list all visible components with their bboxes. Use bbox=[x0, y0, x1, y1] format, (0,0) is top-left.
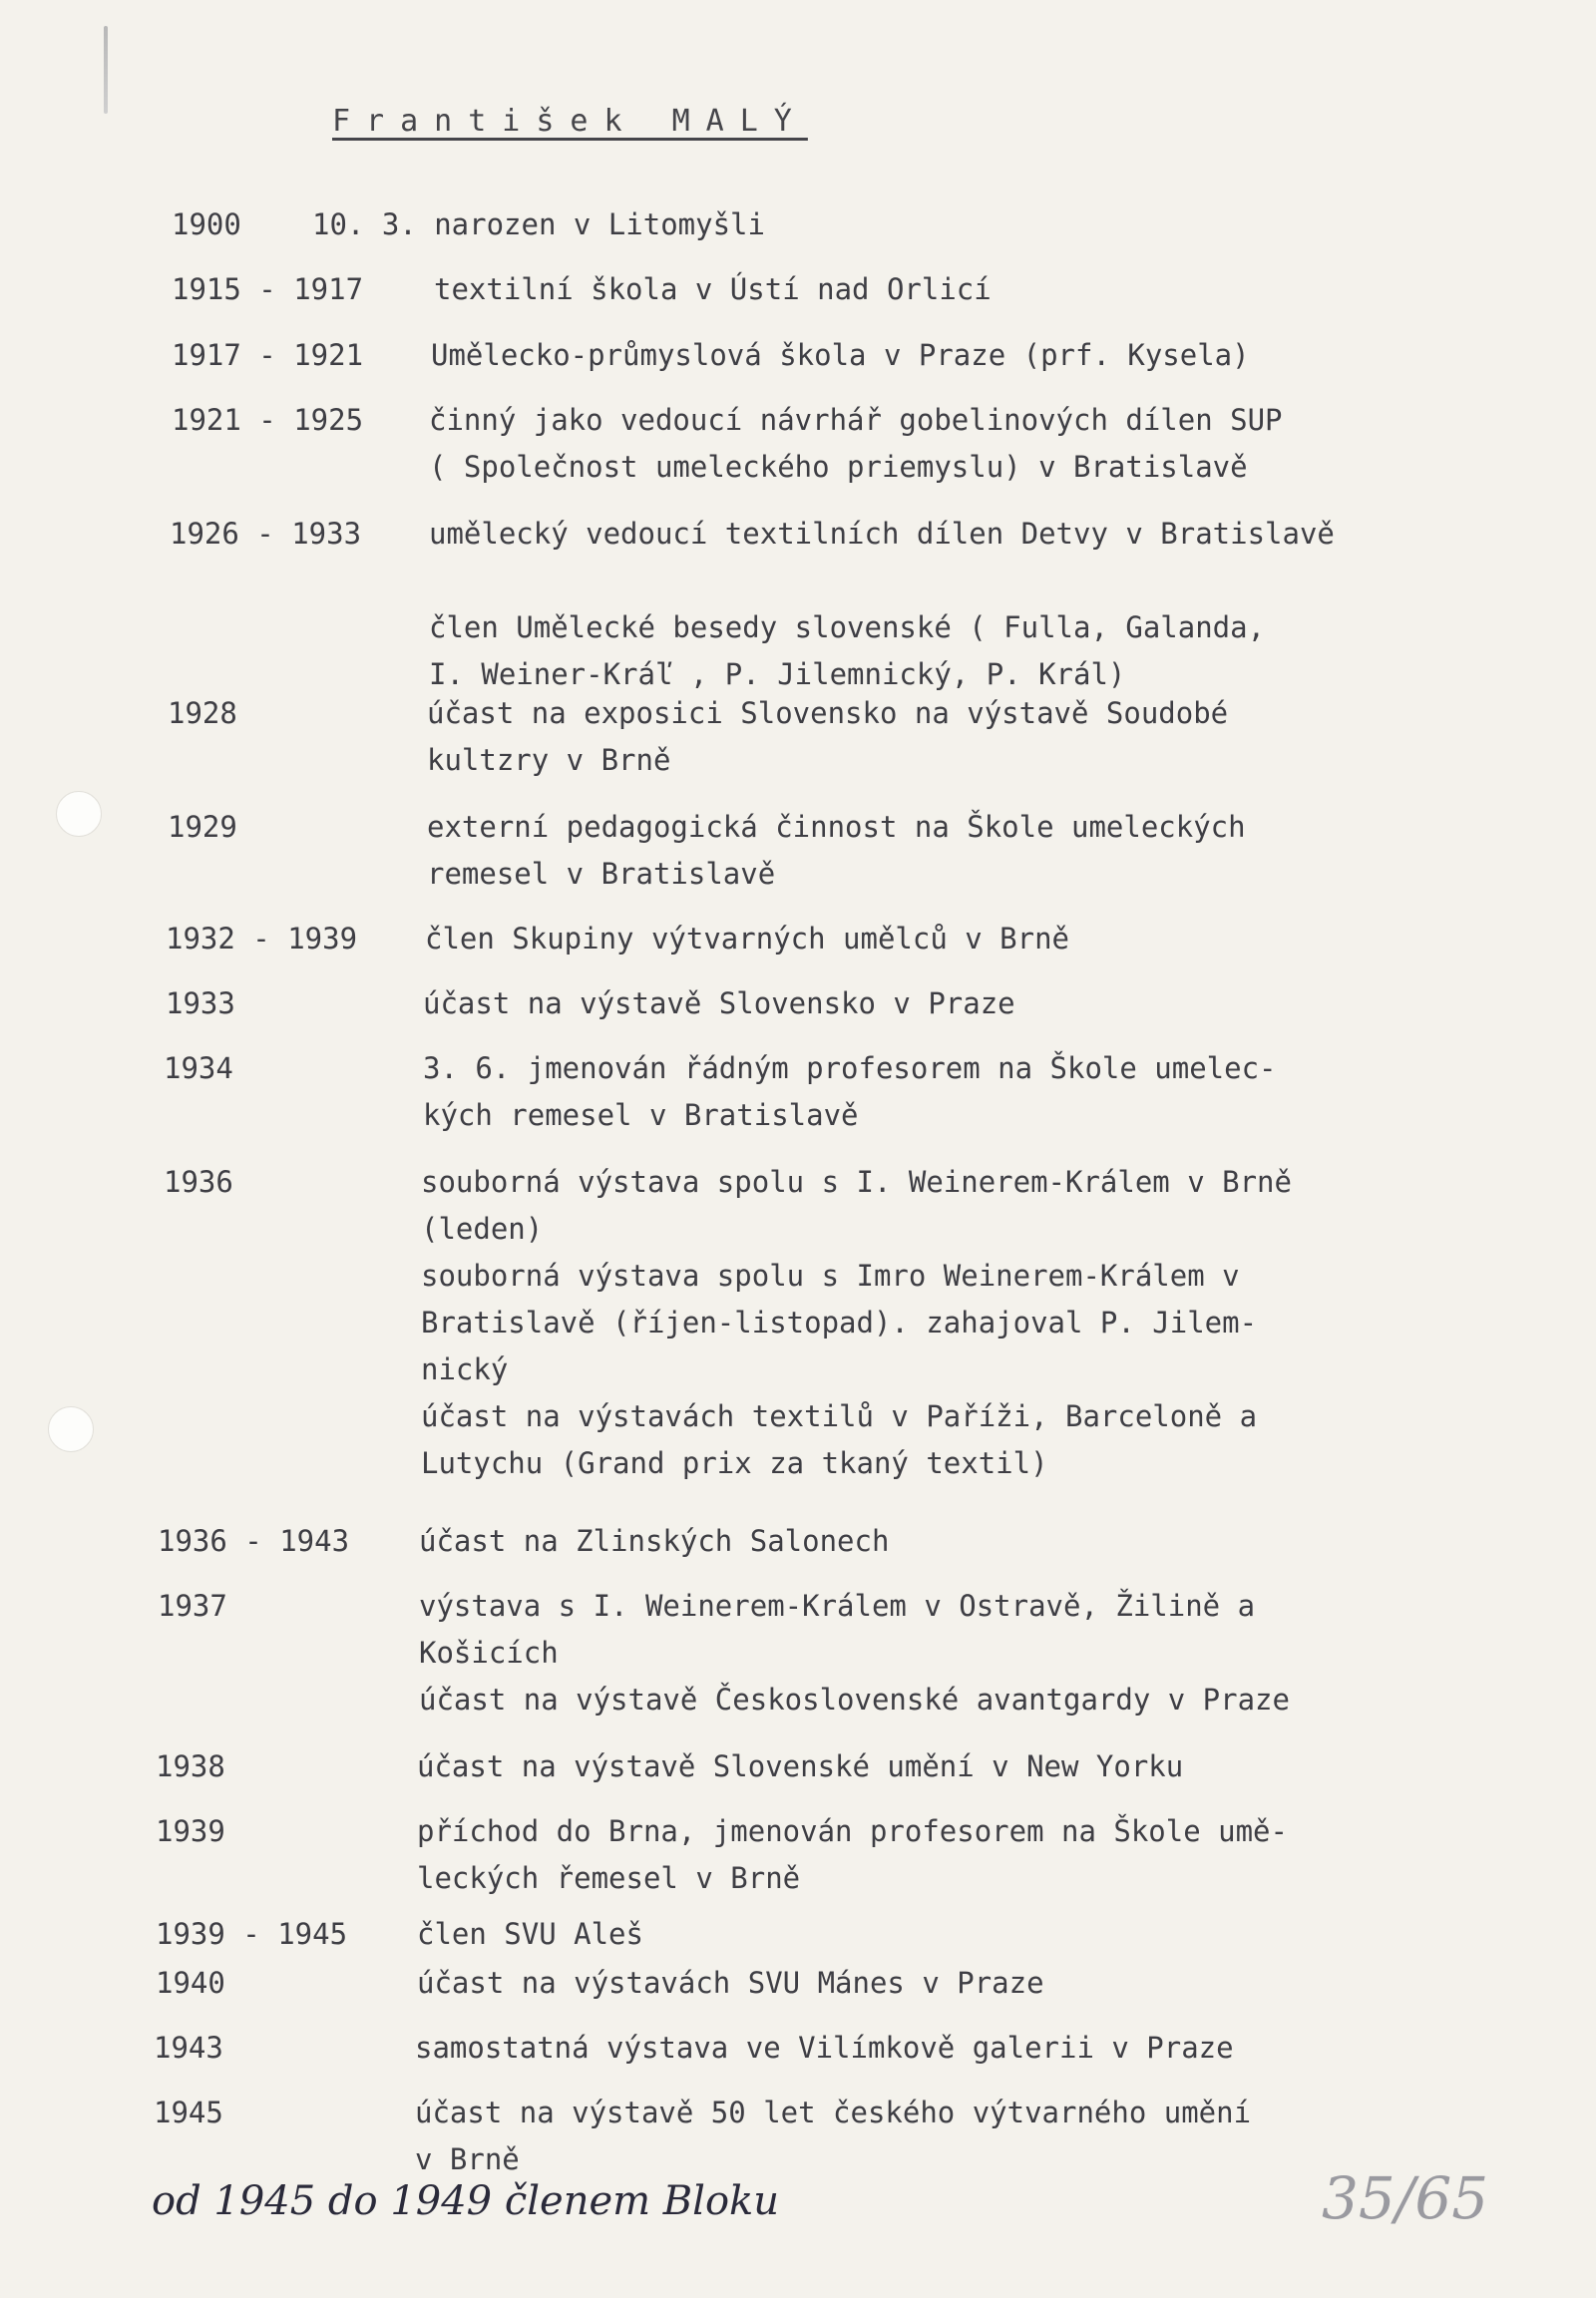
entry-description: účast na výstavě Slovensko v Praze bbox=[423, 986, 1015, 1020]
entry-year: 1939 bbox=[156, 1814, 225, 1848]
margin-mark bbox=[104, 26, 108, 114]
handwritten-note: od 1945 do 1949 členem Bloku bbox=[152, 2178, 780, 2224]
entry-year: 1939 - 1945 bbox=[156, 1917, 348, 1951]
entry-year: 1934 bbox=[164, 1051, 233, 1085]
document-title: František MALÝ bbox=[332, 104, 808, 139]
entry-year: 1929 bbox=[168, 810, 237, 844]
entry-description: 10. 3. narozen v Litomyšli bbox=[312, 207, 765, 241]
entry-year: 1926 - 1933 bbox=[170, 517, 362, 551]
entry-year: 1943 bbox=[154, 2031, 223, 2065]
entry-year: 1936 - 1943 bbox=[158, 1524, 350, 1558]
entry-description: 3. 6. jmenován řádným profesorem na Škole umelec- kých remesel v Bratislavě bbox=[423, 1051, 1277, 1132]
entry-description: externí pedagogická činnost na Škole umeleckých remesel v Bratislavě bbox=[427, 810, 1246, 891]
page-number: 35/65 bbox=[1322, 2164, 1489, 2232]
entry-year: 1928 bbox=[168, 696, 237, 730]
entry-year: 1915 - 1917 bbox=[172, 272, 364, 306]
punch-hole-lower bbox=[48, 1406, 94, 1452]
entry-year: 1932 - 1939 bbox=[166, 922, 358, 956]
entry-description: člen SVU Aleš bbox=[417, 1917, 643, 1951]
entry-year: 1933 bbox=[166, 986, 235, 1020]
entry-description: účast na výstavách SVU Mánes v Praze bbox=[417, 1966, 1044, 2000]
entry-year: 1921 - 1925 bbox=[172, 403, 364, 437]
entry-year: 1938 bbox=[156, 1749, 225, 1783]
entry-description: výstava s I. Weinerem-Králem v Ostravě, Žilině a Košicích účast na výstavě Československé avantgardy v Praze bbox=[419, 1589, 1290, 1717]
entry-description: člen Skupiny výtvarných umělců v Brně bbox=[425, 922, 1070, 956]
punch-hole-upper bbox=[56, 791, 102, 837]
entry-year: 1936 bbox=[164, 1165, 233, 1199]
entry-description: činný jako vedoucí návrhář gobelinových dílen SUP ( Společnost umeleckého priemyslu) v Bratislavě bbox=[429, 403, 1283, 484]
entry-year: 1940 bbox=[156, 1966, 225, 2000]
entry-description: účast na výstavě Slovenské umění v New Yorku bbox=[417, 1749, 1184, 1783]
entry-year: 1917 - 1921 bbox=[172, 338, 364, 372]
entry-description: textilní škola v Ústí nad Orlicí bbox=[434, 272, 992, 306]
entry-description: účast na exposici Slovensko na výstavě Soudobé kultzry v Brně bbox=[427, 696, 1229, 777]
entry-year: 1937 bbox=[158, 1589, 227, 1623]
entry-description: souborná výstava spolu s I. Weinerem-Králem v Brně (leden) souborná výstava spolu s Imro Weinerem-Králem v Bratislavě (říjen-listopad). zahajoval P. Jilem- nický účast na výstavách textilů v Paříži, Barceloně a Lutychu (Grand prix za tkaný textil) bbox=[421, 1165, 1292, 1480]
entry-description: příchod do Brna, jmenován profesorem na Škole umě- leckých řemesel v Brně bbox=[417, 1814, 1288, 1895]
entry-description: účast na Zlinských Salonech bbox=[419, 1524, 890, 1558]
entry-year: 1900 bbox=[172, 207, 241, 241]
entry-description: umělecký vedoucí textilních dílen Detvy v Bratislavě člen Umělecké besedy slovenské ( Fulla, Galanda, I. Weiner-Kráľ , P. Jilemnický, P. Král) bbox=[429, 517, 1335, 691]
entry-description: Umělecko-průmyslová škola v Praze (prf. Kysela) bbox=[431, 338, 1250, 372]
entry-description: účast na výstavě 50 let českého výtvarného umění v Brně bbox=[415, 2096, 1252, 2176]
entry-year: 1945 bbox=[154, 2096, 223, 2129]
entry-description: samostatná výstava ve Vilímkově galerii v Praze bbox=[415, 2031, 1234, 2065]
